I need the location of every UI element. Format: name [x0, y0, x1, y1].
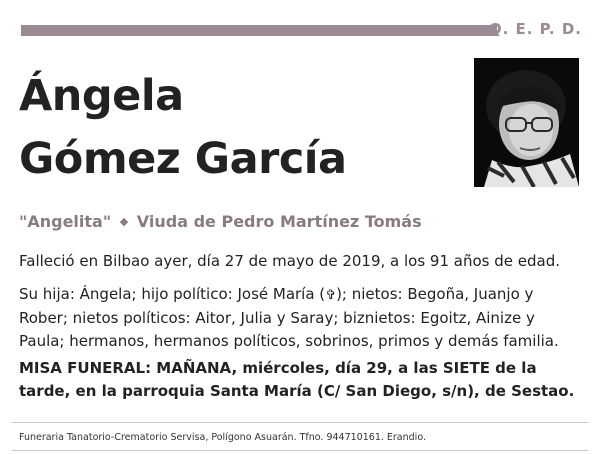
diamond-separator-icon: ◆ — [119, 215, 129, 228]
deceased-surnames: Gómez García — [19, 134, 347, 184]
widow-of: Viuda de Pedro Martínez Tomás — [136, 212, 422, 231]
alias-line — [19, 212, 422, 231]
family-list — [19, 283, 583, 353]
cross-icon: ✞ — [325, 288, 337, 303]
footer-divider — [12, 422, 588, 423]
family-text-end: ); nietos: Begoña, Juanjo y Rober; nietos políticos: Aitor, Julia y Saray; biznietos: Egoitz, Ainize y Paula; hermanos, hermanos políticos, sobrinos, primos y demás familia. — [19, 285, 559, 350]
portrait-photo — [474, 58, 579, 187]
death-notice: Falleció en Bilbao ayer, día 27 de mayo de 2019, a los 91 años de edad. — [19, 252, 560, 270]
header-bar — [21, 25, 497, 36]
funeral-mass-info: MISA FUNERAL: MAÑANA, miércoles, día 29, a las SIETE de la tarde, en la parroquia Santa María (C/ San Diego, s/n), de Sestao. — [19, 359, 575, 400]
qepd-label: Q. E. P. D. — [488, 20, 582, 38]
nickname: "Angelita" — [19, 212, 112, 231]
bottom-divider — [12, 450, 588, 451]
funeral-home-info: Funeraria Tanatorio-Crematorio Servisa, Polígono Asuarán. Tfno. 944710161. Erandio. — [19, 432, 426, 443]
deceased-first-name: Ángela — [19, 71, 184, 121]
family-text-start: Su hija: Ángela; hijo político: José María ( — [19, 285, 326, 303]
